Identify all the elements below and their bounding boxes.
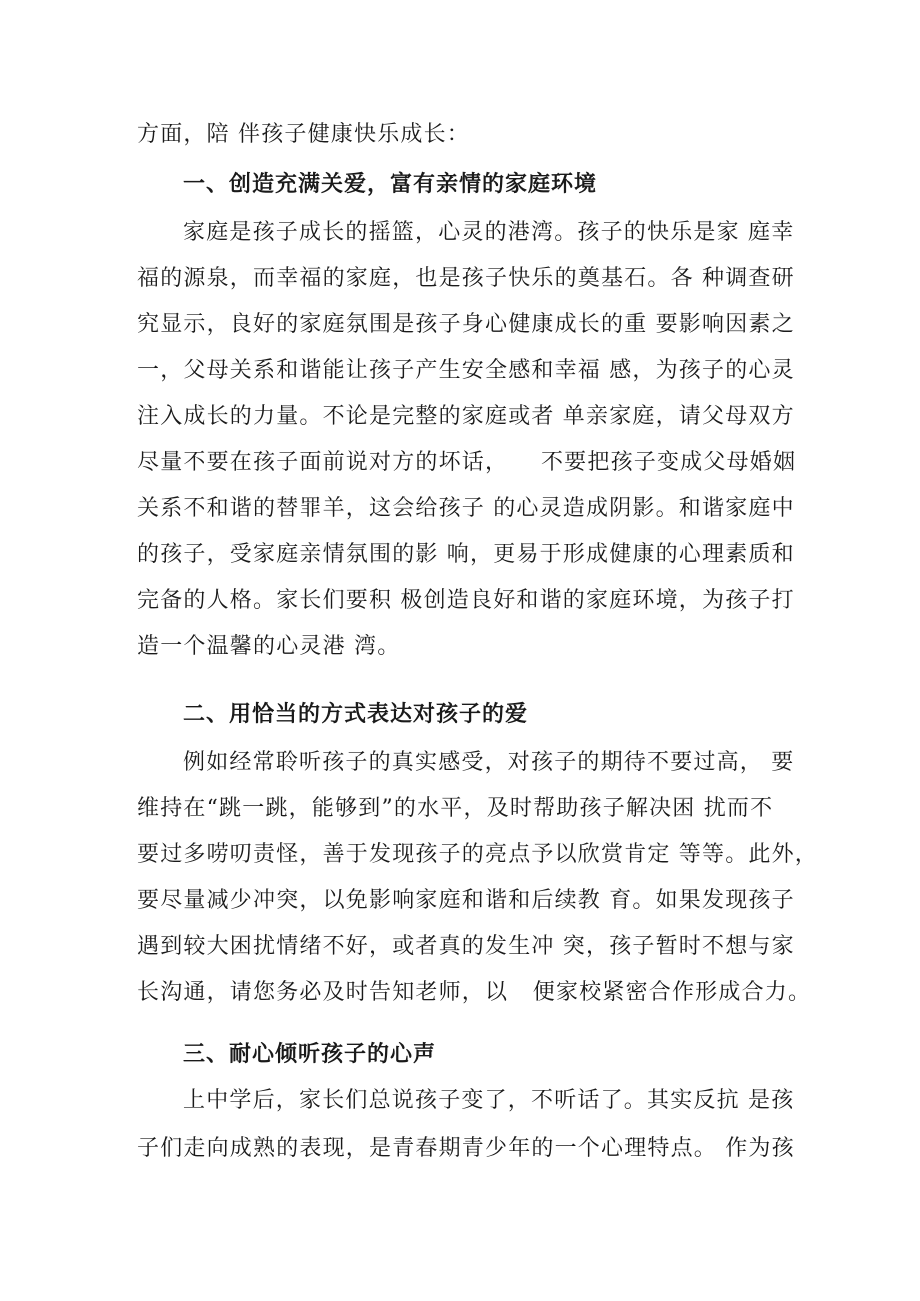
section-heading-3: 三、耐心倾听孩子的心声 bbox=[183, 1042, 437, 1067]
paragraph-line: 遇到较大困扰情绪不好，或者真的发生冲 突，孩子暂时不想与家 bbox=[137, 934, 795, 959]
paragraph-line: 注入成长的力量。不论是完整的家庭或者 单亲家庭，请父母双方 bbox=[137, 404, 795, 429]
paragraph-line: 要过多唠叨责怪，善于发现孩子的亮点予以欣赏肯定 等等。此外， bbox=[137, 842, 818, 867]
paragraph-line: 尽量不要在孩子面前说对方的坏话， 不要把孩子变成父母婚姻 bbox=[137, 450, 797, 475]
paragraph-line: 维持在“跳一跳，能够到”的水平，及时帮助孩子解决困 扰而不 bbox=[137, 796, 774, 821]
paragraph-line: 福的源泉，而幸福的家庭，也是孩子快乐的奠基石。各 种调查研 bbox=[137, 266, 795, 291]
section-heading-1: 一、创造充满关爱，富有亲情的家庭环境 bbox=[183, 172, 598, 197]
paragraph-line: 究显示，良好的家庭氛围是孩子身心健康成长的重 要影响因素之 bbox=[137, 312, 795, 337]
paragraph-line: 一，父母关系和谐能让孩子产生安全感和幸福 感，为孩子的心灵 bbox=[137, 358, 795, 383]
paragraph-line: 子们走向成熟的表现，是青春期青少年的一个心理特点。 作为孩 bbox=[137, 1136, 795, 1161]
paragraph-line: 关系不和谐的替罪羊，这会给孩子 的心灵造成阴影。和谐家庭中 bbox=[137, 496, 795, 521]
section-heading-2: 二、用恰当的方式表达对孩子的爱 bbox=[183, 702, 529, 727]
paragraph-line: 家庭是孩子成长的摇篮，心灵的港湾。孩子的快乐是家 庭幸 bbox=[183, 220, 795, 245]
paragraph-line: 的孩子，受家庭亲情氛围的影 响，更易于形成健康的心理素质和 bbox=[137, 542, 795, 567]
paragraph-line: 要尽量减少冲突，以免影响家庭和谐和后续教 育。如果发现孩子 bbox=[137, 888, 795, 913]
paragraph-line: 例如经常聆听孩子的真实感受，对孩子的期待不要过高， 要 bbox=[183, 750, 795, 775]
paragraph-line: 造一个温馨的心灵港 湾。 bbox=[137, 634, 401, 659]
paragraph-line: 上中学后，家长们总说孩子变了，不听话了。其实反抗 是孩 bbox=[183, 1088, 795, 1113]
paragraph-line: 长沟通，请您务必及时告知老师，以 便家校紧密合作形成合力。 bbox=[137, 980, 812, 1005]
paragraph-line: 完备的人格。家长们要积 极创造良好和谐的家庭环境，为孩子打 bbox=[137, 588, 795, 613]
intro-line: 方面，陪 伴孩子健康快乐成长： bbox=[137, 122, 470, 147]
